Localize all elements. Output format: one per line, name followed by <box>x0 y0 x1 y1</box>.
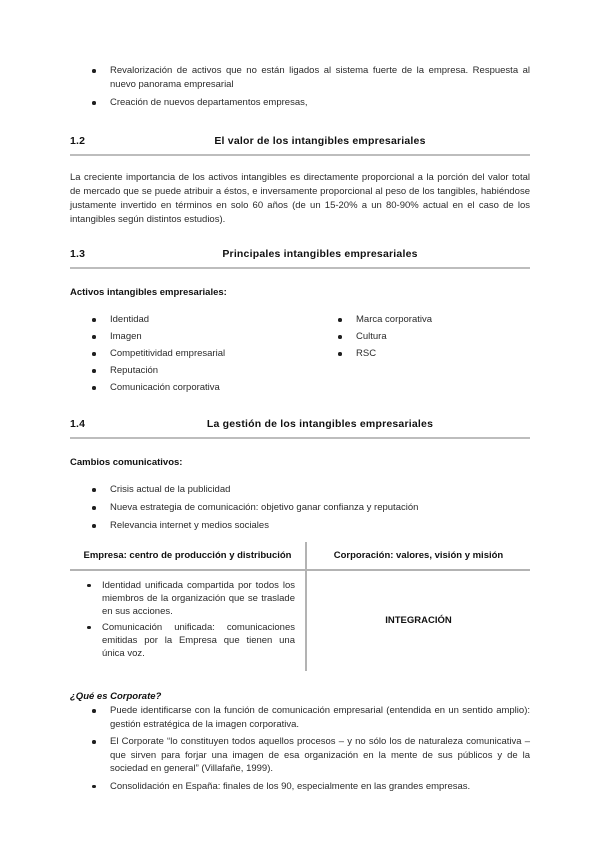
section-title: El valor de los intangibles empresariales <box>214 135 426 147</box>
list-item: Identidad unificada compartida por todos los miembros de la organización que se traslade en sus acciones. <box>70 579 295 618</box>
list-item: El Corporate “lo constituyen todos aquellos procesos – y no sólo los de naturaleza comunicativa – que sirven para forjar una imagen de esa organización en la mente de sus públicos y de la sociedad en general” (Villafañe, 1999). <box>70 735 530 776</box>
activos-left-list <box>70 313 316 398</box>
section-title: La gestión de los intangibles empresariales <box>206 418 434 430</box>
list-item: Puede identificarse con la función de comunicación empresarial (entendida en un sentido amplio): gestión estratégica de la imagen corporativa. <box>70 704 530 731</box>
section-title: Principales intangibles empresariales <box>222 248 418 260</box>
heading-rule <box>70 154 530 156</box>
table-header-row <box>70 542 530 569</box>
list-item: Competitividad empresarial <box>70 347 316 361</box>
list-item: Relevancia internet y medios sociales <box>70 519 530 533</box>
empresa-bullet-list <box>70 579 295 660</box>
section-number: 1.3 <box>70 248 86 260</box>
activos-label: Activos intangibles empresariales: <box>70 287 227 298</box>
list-item: Nueva estrategia de comunicación: objetivo ganar confianza y reputación <box>70 501 530 515</box>
section-heading-1-2 <box>70 134 530 148</box>
empresa-corporacion-table <box>70 542 530 671</box>
section-number: 1.4 <box>70 418 86 430</box>
list-item: Marca corporativa <box>316 313 530 327</box>
list-item: Reputación <box>70 364 316 378</box>
cambios-bullet-list <box>70 483 530 533</box>
section-number: 1.2 <box>70 135 86 147</box>
heading-rule <box>70 437 530 439</box>
list-item: Revalorización de activos que no están ligados al sistema fuerte de la empresa. Respuesta al nuevo panorama empresarial <box>70 64 530 92</box>
corporate-label: ¿Qué es Corporate? <box>70 691 162 702</box>
table-header-empresa: Empresa: centro de producción y distribución <box>83 550 292 561</box>
table-body-row <box>70 571 530 671</box>
list-item: Identidad <box>70 313 316 327</box>
list-item: RSC <box>316 347 530 361</box>
table-cell-empresa <box>70 571 305 671</box>
list-item: Comunicación corporativa <box>70 381 316 395</box>
intro-bullet-list <box>70 64 530 110</box>
activos-right-list <box>316 313 530 398</box>
section-heading-1-3 <box>70 247 530 261</box>
section-heading-1-4 <box>70 417 530 431</box>
value-paragraph: La creciente importancia de los activos intangibles es directamente proporcional a la porción del valor total de mercado que se puede atribuir a éstos, e inversamente proporcional al peso de los tangibles, habiéndose justamente invertido en términos en solo 60 años (de un 15-20% a un 80-90% actual en el caso de los intangibles según distintos estudios). <box>70 172 530 225</box>
cambios-label: Cambios comunicativos: <box>70 457 183 468</box>
list-item: Consolidación en España: finales de los 90, especialmente en las grandes empresas. <box>70 780 530 794</box>
list-item: Comunicación unificada: comunicaciones emitidas por la Empresa que tienen una única voz. <box>70 621 295 660</box>
list-item: Cultura <box>316 330 530 344</box>
list-item: Creación de nuevos departamentos empresas, <box>70 96 530 110</box>
activos-two-column-lists <box>70 313 530 398</box>
corporate-bullet-list <box>70 704 530 793</box>
table-header-corporacion: Corporación: valores, visión y misión <box>305 542 530 569</box>
list-item: Imagen <box>70 330 316 344</box>
heading-rule <box>70 267 530 269</box>
list-item: Crisis actual de la publicidad <box>70 483 530 497</box>
table-cell-integracion: INTEGRACIÓN <box>305 571 530 671</box>
